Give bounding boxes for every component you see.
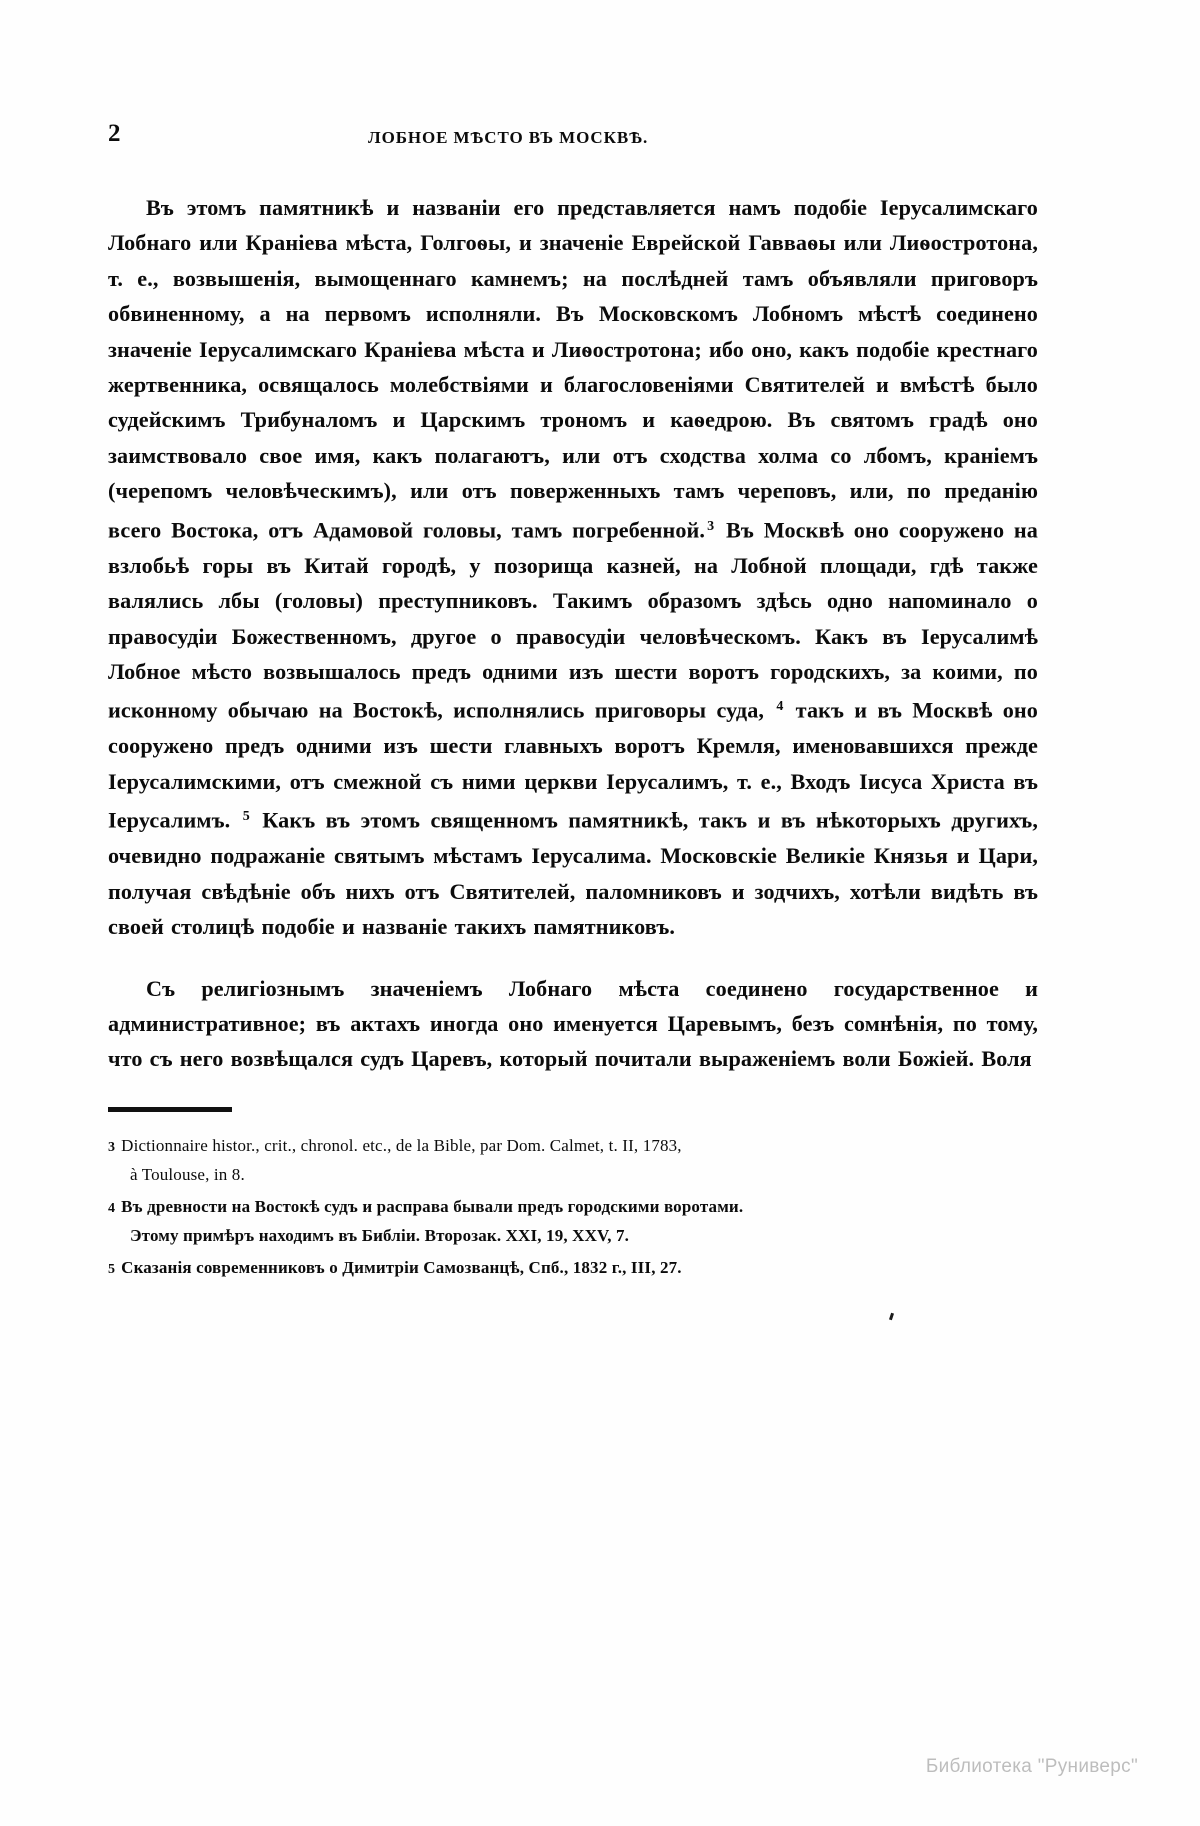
paragraph-1-segment-1: Въ этомъ памятникѣ и названіи его представляется намъ подобіе Іерусалимскаго Лобнаго или Краніева мѣста, Голгоѳы, и значеніе Еврейской Гавваѳы или Лиѳостротона, т. е., возвышенія, вымощеннаго камнемъ; на послѣдней тамъ объявляли приговоръ обвиненному, а на первомъ исполняли. Въ Московскомъ Лобномъ мѣстѣ соединено значеніе Іерусалимскаго Краніева мѣста и Лиѳостротона; ибо оно, какъ подобіе крестнаго жертвенника, освящалось молебствіями и благословеніями Святителей и вмѣстѣ было судейскимъ Трибуналомъ и Царскимъ трономъ и каѳедрою. Въ святомъ градѣ оно заимствовало свое имя, какъ полагаютъ, или отъ сходства холма со лбомъ, краніемъ (черепомъ человѣческимъ), или отъ поверженныхъ тамъ череповъ, или, по преданію всего Востока, отъ Адамовой головы, тамъ погребенной. [108, 195, 1038, 543]
footnote-item [108, 1193, 1038, 1250]
footnote-marker: 5 [108, 1261, 116, 1277]
footnote-reference-3: 3 [707, 518, 715, 534]
footnote-separator-rule [108, 1107, 232, 1112]
paragraph-1-segment-2: Въ Москвѣ оно сооружено на взлобьѣ горы въ Китай городѣ, у позорища казней, на Лобной площади, гдѣ также валялись лбы (головы) преступниковъ. Такимъ образомъ здѣсь одно напоминало о правосудіи Божественномъ, другое о правосудіи человѣческомъ. Какъ въ Іерусалимѣ Лобное мѣсто возвышалось предъ одними изъ шести воротъ городскихъ, за коими, по исконному обычаю на Востокѣ, исполнялись приговоры суда, [108, 517, 1039, 724]
footnote-text: Dictionnaire histor., crit., chronol. etc., de la Bible, par Dom. Calmet, t. II, 1783, [121, 1135, 682, 1155]
footnote-reference-5: 5 [242, 809, 250, 825]
page-text-block [100, 120, 1100, 1720]
footnote-section [100, 1132, 1038, 1284]
running-title: ЛОБНОЕ МѢСТО ВЪ МОСКВѢ. [368, 128, 649, 147]
footnote-item [108, 1132, 1038, 1189]
footnote-text: Сказанія современниковъ о Димитріи Самозванцѣ, Спб., 1832 г., III, 27. [121, 1257, 682, 1277]
paragraph-2 [108, 971, 1038, 1077]
paragraph-1-segment-4: Какъ въ этомъ священномъ памятникѣ, такъ и въ нѣкоторыхъ другихъ, очевидно подражаніе святымъ мѣстамъ Іерусалима. Московскіе Великіе Князья и Цари, получая свѣдѣніе объ нихъ отъ Святителей, паломниковъ и зодчихъ, хотѣли видѣть въ своей столицѣ подобіе и названіе такихъ памятниковъ. [108, 807, 1038, 940]
running-head [100, 120, 1100, 166]
footnote-item [108, 1254, 1038, 1284]
footnote-reference-4: 4 [776, 699, 784, 715]
footnote-marker: 3 [108, 1139, 116, 1155]
paragraph-1-segment-3: такъ и въ Москвѣ оно сооружено предъ одними изъ шести главныхъ воротъ Кремля, именовавшихся прежде Іерусалимскими, отъ смежной съ ними церкви Іерусалимъ, т. е., Входъ Іисуса Христа въ Іерусалимъ. [108, 698, 1038, 833]
body-text [100, 190, 1038, 1077]
footnote-text-continued: Этому примѣръ находимъ въ Библіи. Второзак. XXI, 19, XXV, 7. [130, 1226, 630, 1246]
footnote-marker: 4 [108, 1200, 116, 1216]
library-watermark: Библиотека "Руниверс" [925, 1756, 1138, 1777]
footnote-text: Въ древности на Востокѣ судъ и расправа бывали предъ городскими воротами. [121, 1196, 744, 1216]
page-speck [889, 1313, 894, 1321]
paragraph-2-text: Съ религіознымъ значеніемъ Лобнаго мѣста соединено государственное и административное; въ актахъ иногда оно именуется Царевымъ, безъ сомнѣнія, по тому, что съ него возвѣщался судъ Царевъ, который почитали выраженіемъ воли Божіей. Воля [108, 975, 1038, 1072]
paragraph-1 [108, 190, 1038, 945]
footnote-text-continued: à Toulouse, in 8. [130, 1165, 245, 1185]
page-number: 2 [108, 120, 121, 147]
